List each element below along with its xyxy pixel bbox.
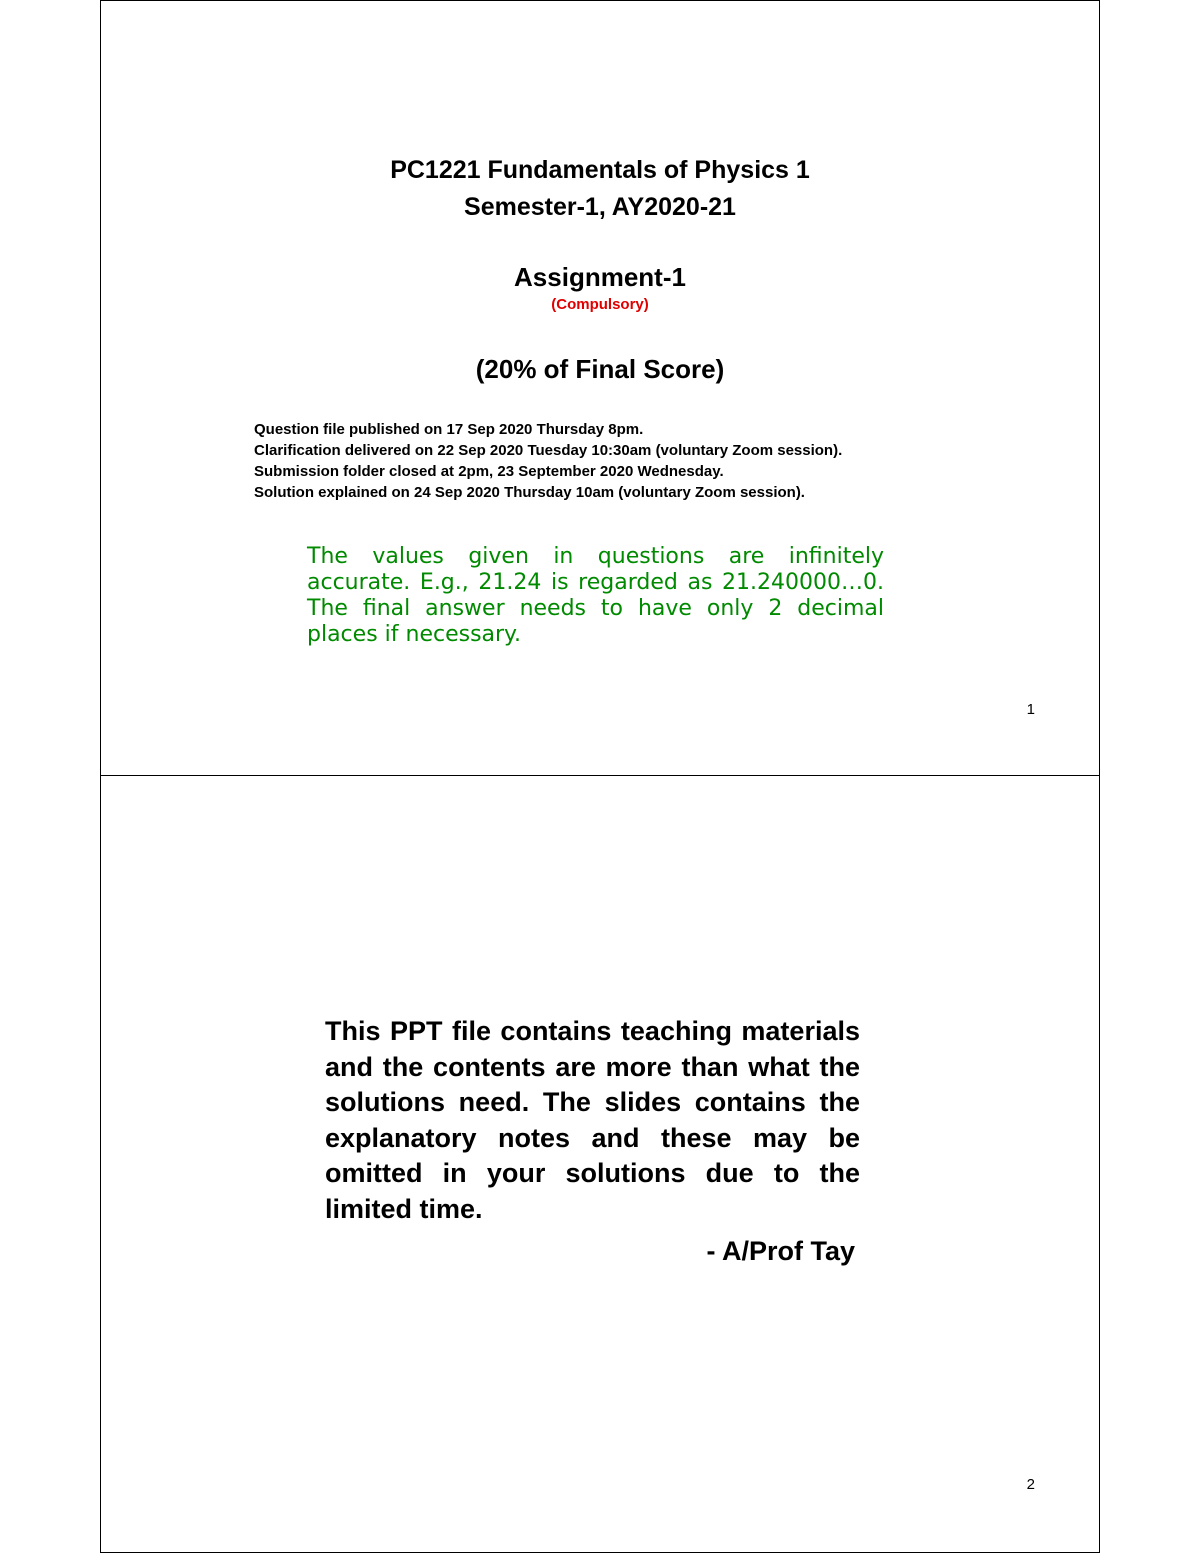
score-weight: (20% of Final Score): [475, 354, 725, 384]
schedule-line: Solution explained on 24 Sep 2020 Thursday 10am (voluntary Zoom session).: [254, 484, 805, 501]
slide-1: [100, 0, 1100, 776]
schedule-line: Clarification delivered on 22 Sep 2020 Tuesday 10:30am (voluntary Zoom session).: [254, 442, 843, 459]
accuracy-note: The values given in questions are infinitely accurate. E.g., 21.24 is regarded as 21.240000…0. The final answer needs to have only 2 decimal places if necessary.: [307, 544, 884, 647]
compulsory-label: (Compulsory): [551, 296, 649, 313]
slide-2: [100, 775, 1100, 1553]
assignment-title: Assignment-1: [514, 262, 686, 292]
disclaimer-message: This PPT file contains teaching materials and the contents are more than what the solutions need. The slides contains the explanatory notes and these may be omitted in your solutions due to the limited time.: [325, 1016, 860, 1224]
author-signature: - A/Prof Tay: [706, 1236, 855, 1266]
schedule-line: Submission folder closed at 2pm, 23 September 2020 Wednesday.: [254, 463, 724, 480]
semester-label: Semester-1, AY2020-21: [464, 193, 736, 221]
schedule-list: [254, 419, 842, 503]
page-number: 2: [1026, 1476, 1035, 1493]
schedule-line: Question file published on 17 Sep 2020 Thursday 8pm.: [254, 421, 644, 438]
course-title: PC1221 Fundamentals of Physics 1: [390, 156, 810, 184]
page-number: 1: [1026, 701, 1035, 718]
